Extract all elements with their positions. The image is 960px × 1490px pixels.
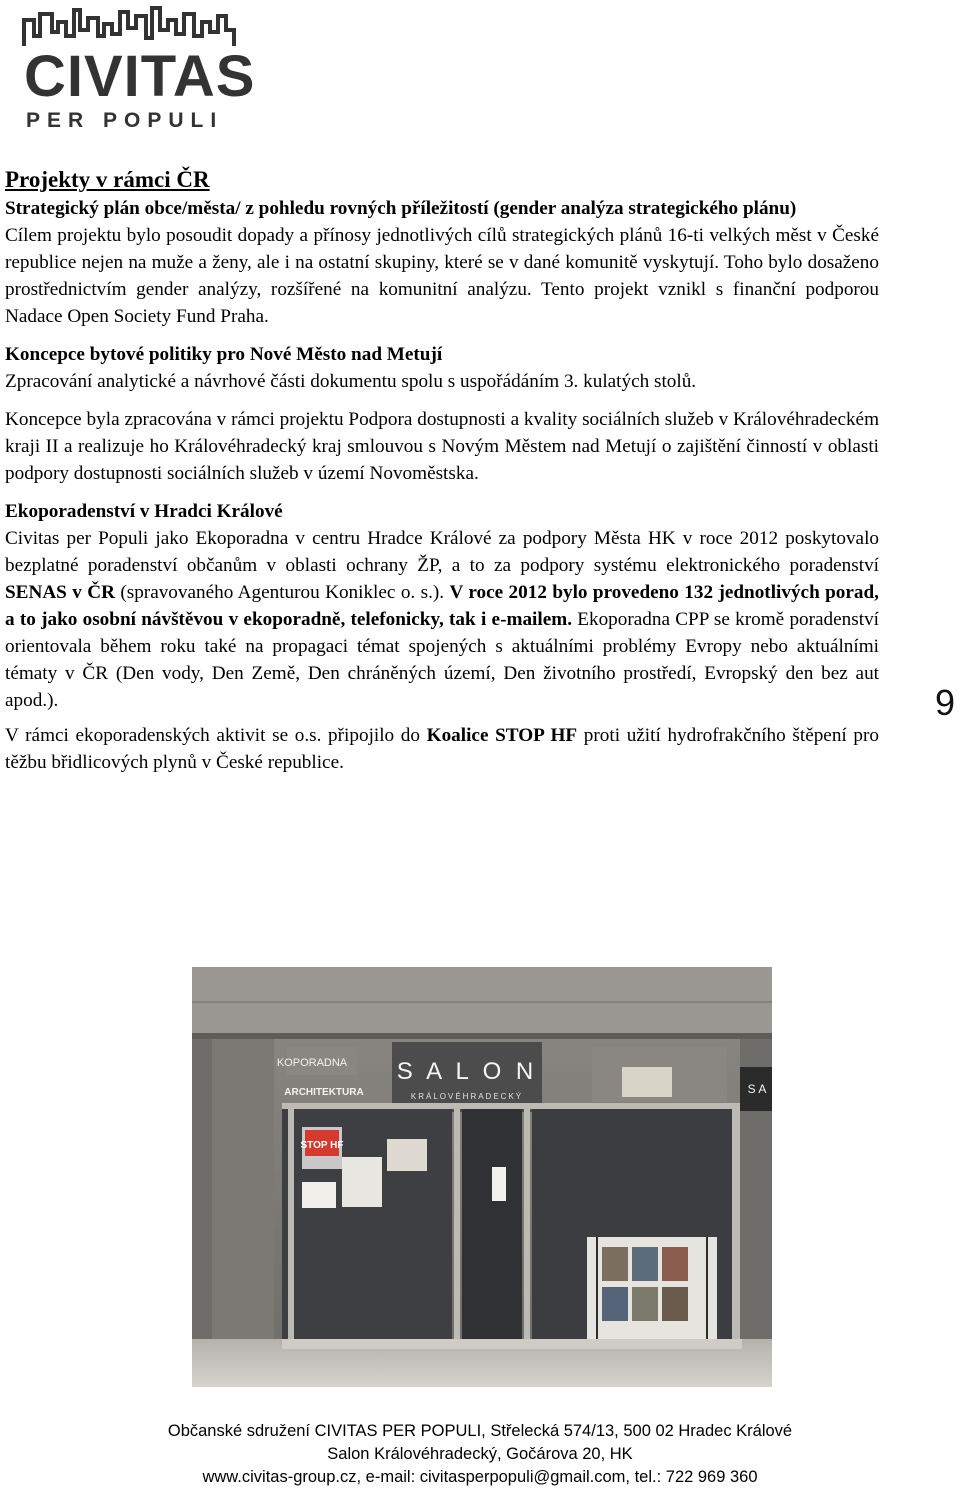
text-span: (spravovaného Agenturou Koniklec o. s.). bbox=[114, 582, 450, 603]
paragraph-housing-intro: Zpracování analytické a návrhové části dokumentu spolu s uspořádáním 3. kulatých stolů. bbox=[5, 371, 697, 392]
bold-consultations: V roce 2012 bylo provedeno 132 jednotlivých porad, a to jako osobní návštěvou v ekoporadně, telefonicky, tak i e-mailem. bbox=[5, 582, 879, 630]
page-heading: Projekty v rámci ČR bbox=[5, 167, 210, 192]
section-title-eco-advice: Ekoporadenství v Hradci Králové bbox=[5, 501, 283, 522]
text-span: Ekoporadna CPP se kromě poradenství orientovala během roku také na propagaci témat spojených s aktuálními problémy Evropy nebo aktuálními tématy v ČR (Den vody, Den Země, Den chráněných území, Den životního prostředí, Evropský den bez aut apod.). bbox=[5, 609, 879, 711]
sign-salon-sub: KRÁLOVÉHRADECKÝ bbox=[410, 1092, 524, 1101]
paragraph-strategic-plan: Cílem projektu bylo posoudit dopady a přínosy jednotlivých cílů strategických plánů 16-ti velkých měst v České republice nejen na muže a ženy, ale i na ostatní skupiny, které se v dané komunitě vyskytují. Toho bylo dosaženo prostřednictvím gender analýzy, rozšířené na komunitní analýzu. Tento projekt vznikl s finanční podporou Nadace Open Society Fund Praha. bbox=[5, 225, 879, 327]
page-footer bbox=[0, 1420, 960, 1489]
skyline-icon bbox=[20, 6, 250, 48]
paragraph-stop-hf bbox=[5, 722, 879, 776]
document-body bbox=[5, 165, 879, 776]
sign-salon: S A L O N bbox=[396, 1058, 538, 1085]
text-span: proti užití hydrofrakčního štěpení pro těžbu břidlicových plynů v České republice. bbox=[5, 725, 879, 773]
bold-coalition: Koalice STOP HF bbox=[426, 725, 578, 746]
text-span: V rámci ekoporadenských aktivit se o.s. připojilo do bbox=[5, 725, 427, 746]
paragraph-housing-policy: Koncepce byla zpracována v rámci projektu Podpora dostupnosti a kvality sociálních služeb v Královéhradeckém kraji II a realizuje ho Královéhradecký kraj smlouvou s Novým Městem nad Metují o zajištění činností v oblasti podpory dostupnosti sociálních služeb v území Novoměstska. bbox=[5, 409, 879, 484]
page-number: 9 bbox=[935, 682, 956, 723]
poster-stop-hf: STOP HF bbox=[300, 1140, 344, 1151]
logo-wordmark: CIVITAS bbox=[24, 44, 256, 109]
footer-address: Občanské sdružení CIVITAS PER POPULI, Střelecká 574/13, 500 02 Hradec Králové bbox=[167, 1422, 793, 1440]
logo-tagline: PER POPULI bbox=[26, 109, 224, 132]
civitas-logo bbox=[20, 6, 256, 134]
footer-contact: www.civitas-group.cz, e-mail: civitasperpopuli@gmail.com, tel.: 722 969 360 bbox=[202, 1468, 758, 1486]
sign-right: S A bbox=[747, 1082, 767, 1096]
bold-senas: SENAS v ČR bbox=[5, 582, 115, 603]
section-title-housing-policy: Koncepce bytové politiky pro Nové Město nad Metují bbox=[5, 344, 443, 365]
storefront-photo bbox=[192, 967, 772, 1387]
sign-architektura: ARCHITEKTURA bbox=[284, 1087, 364, 1098]
section-title-strategic-plan: Strategický plán obce/města/ z pohledu rovných příležitostí (gender analýza strategického plánu) bbox=[5, 198, 797, 219]
paragraph-eco-advice bbox=[5, 525, 879, 714]
sign-koporadna: KOPORADNA bbox=[276, 1057, 348, 1069]
footer-salon: Salon Královéhradecký, Gočárova 20, HK bbox=[327, 1445, 633, 1463]
text-span: Civitas per Populi jako Ekoporadna v centru Hradce Králové za podpory Města HK v roce 2012 poskytovalo bezplatné poradenství občanům v oblasti ochrany ŽP, a to za podpory systému elektronického poradenství bbox=[5, 528, 879, 576]
